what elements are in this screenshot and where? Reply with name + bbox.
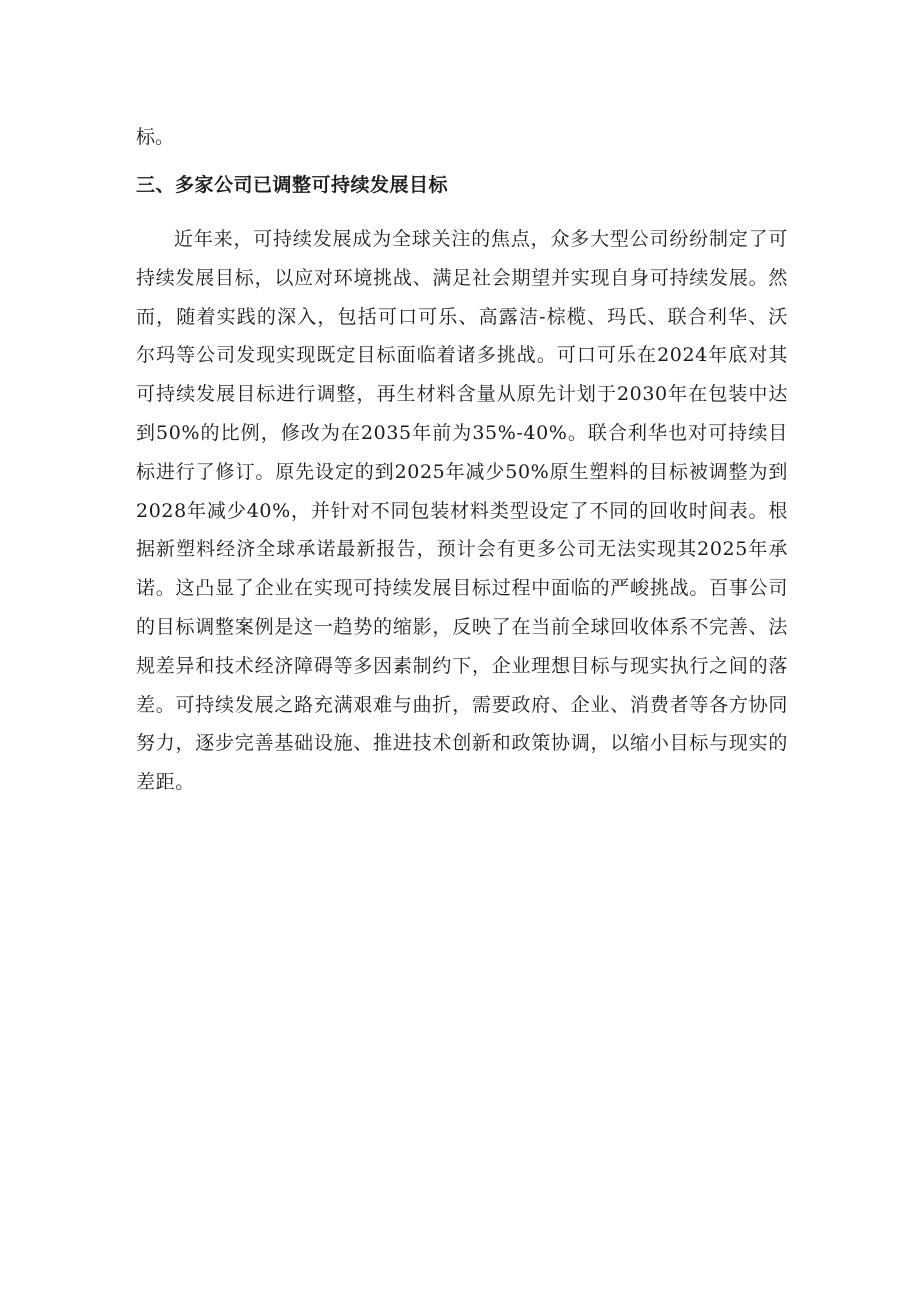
continuation-text: 标。 [136,126,175,148]
section-heading: 三、多家公司已调整可持续发展目标 [136,174,449,196]
body-paragraph: 近年来，可持续发展成为全球关注的焦点，众多大型公司纷纷制定了可持续发展目标，以应对环境挑战、满足社会期望并实现自身可持续发展。然而，随着实践的深入，包括可口可乐、高露洁-棕榄、玛氏、联合利华、沃尔玛等公司发现实现既定目标面临着诸多挑战。可口可乐在2024年底对其可持续发展目标进行调整，再生材料含量从原先计划于2030年在包装中达到50%的比例，修改为在2035年前为35%-40%。联合利华也对可持续目标进行了修订。原先设定的到2025年减少50%原生塑料的目标被调整为到2028年减少40%，并针对不同包装材料类型设定了不同的回收时间表。根据新塑料经济全球承诺最新报告，预计会有更多公司无法实现其2025年承诺。这凸显了企业在实现可持续发展目标过程中面临的严峻挑战。百事公司的目标调整案例是这一趋势的缩影，反映了在当前全球回收体系不完善、法规差异和技术经济障碍等多因素制约下，企业理想目标与现实执行之间的落差。可持续发展之路充满艰难与曲折，需要政府、企业、消费者等各方协同努力，逐步完善基础设施、推进技术创新和政策协调，以缩小目标与现实的差距。 [136,228,788,794]
